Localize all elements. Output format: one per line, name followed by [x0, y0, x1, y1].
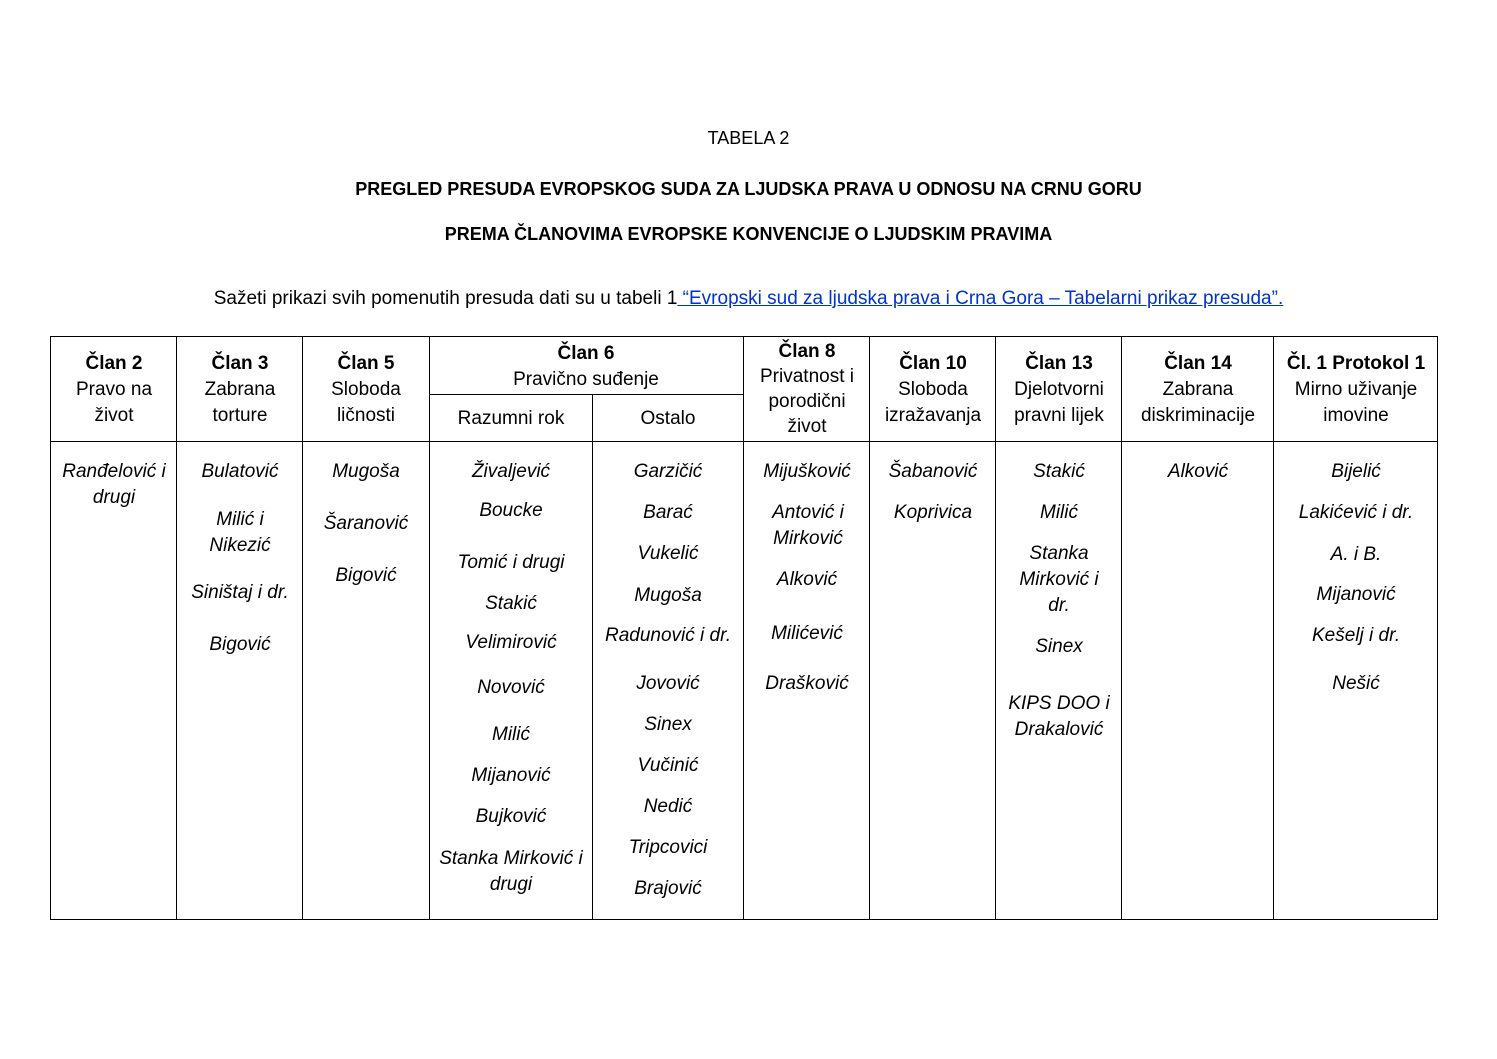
column-divider — [176, 336, 177, 920]
case-entry: Alković — [1167, 461, 1229, 482]
table-border-bottom — [50, 919, 1438, 920]
case-entry: Živaljević — [471, 461, 551, 482]
case-entry: Radunović i dr. — [604, 625, 732, 646]
column-divider — [1121, 336, 1122, 920]
column-divider — [743, 336, 744, 920]
case-entry: Stanka Mirković i dr. — [1019, 543, 1099, 616]
header-right: Zabrana torture — [204, 379, 276, 426]
case-entry: Mugoša — [332, 461, 400, 482]
case-entry: Milićević — [771, 623, 843, 644]
case-entry: Tripcovici — [628, 837, 708, 858]
header-article: Član 10 — [899, 353, 967, 374]
column-divider — [1273, 336, 1274, 920]
header-clan-6 — [432, 341, 740, 393]
header-article: Član 5 — [337, 353, 395, 374]
column-divider — [869, 336, 870, 920]
case-entry: Ranđelović i drugi — [62, 461, 166, 508]
header-article: Čl. 1 Protokol 1 — [1286, 353, 1426, 374]
header-clan-10 — [871, 351, 995, 429]
table-border-top — [50, 336, 1438, 337]
case-entry: Drašković — [765, 673, 849, 694]
header-clan-2 — [58, 351, 170, 429]
case-entry: Nedić — [643, 796, 693, 817]
header-clan-13 — [999, 351, 1119, 429]
case-entry: Milić — [1040, 502, 1078, 523]
case-entry: Jovović — [636, 673, 700, 694]
case-entry: Šabanović — [888, 461, 978, 482]
case-entry: Vučinić — [637, 755, 699, 776]
case-entry: Novović — [477, 677, 545, 698]
case-entry: Bijelić — [1331, 461, 1381, 482]
header-article: Član 14 — [1164, 353, 1232, 374]
subheader-razumni-rok: Razumni rok — [457, 408, 565, 429]
table-1-link[interactable]: “Evropski sud za ljudska prava i Crna Gora – Tabelarni prikaz presuda”. — [677, 288, 1284, 309]
case-entry: Lakićević i dr. — [1298, 502, 1414, 523]
case-entry: Mijanović — [471, 765, 551, 786]
table-border-left — [50, 336, 51, 920]
case-entry: Sinex — [1035, 636, 1083, 657]
case-entry: Vukelić — [637, 543, 699, 564]
header-article: Član 3 — [211, 353, 269, 374]
header-right: Sloboda izražavanja — [884, 379, 982, 426]
header-right: Mirno uživanje imovine — [1294, 379, 1418, 426]
header-clan-3 — [184, 351, 296, 429]
header-clan-14 — [1124, 351, 1272, 429]
table-header-divider — [50, 441, 1438, 442]
header-article: Član 2 — [85, 353, 143, 374]
table-subheader-divider — [429, 394, 743, 395]
case-entry: Nešić — [1332, 673, 1380, 694]
case-entry: Mijušković — [763, 461, 851, 482]
table-label: TABELA 2 — [707, 128, 790, 148]
case-entry: Stakić — [485, 593, 537, 614]
case-entry: Sinex — [644, 714, 692, 735]
case-entry: Bigović — [209, 634, 271, 655]
header-article: Član 8 — [778, 341, 836, 362]
header-right: Djelotvorni pravni lijek — [1014, 379, 1104, 426]
case-entry: Stakić — [1033, 461, 1085, 482]
case-entry: Milić — [492, 724, 530, 745]
case-entry: Brajović — [634, 878, 702, 899]
column-divider — [995, 336, 996, 920]
case-entry: Mugoša — [634, 585, 702, 606]
subheader-ostalo: Ostalo — [640, 408, 696, 429]
case-entry: Tomić i drugi — [457, 552, 565, 573]
case-entry: KIPS DOO i Drakalović — [1008, 693, 1110, 740]
case-entry: Alković — [776, 569, 838, 590]
document-title-line-2: PREMA ČLANOVIMA EVROPSKE KONVENCIJE O LJUDSKIM PRAVIMA — [444, 224, 1053, 244]
header-protokol-1 — [1276, 351, 1436, 429]
header-article: Član 13 — [1025, 353, 1093, 374]
case-entry: Siništaj i dr. — [191, 582, 289, 603]
table-border-right — [1437, 336, 1438, 920]
case-entry: Bigović — [335, 565, 397, 586]
case-entry: Barać — [643, 502, 693, 523]
case-entry: Koprivica — [893, 502, 973, 523]
header-right: Privatnost i porodični život — [760, 366, 854, 437]
case-entry: Bulatović — [201, 461, 279, 482]
header-article: Član 6 — [557, 343, 615, 364]
case-entry: Šaranović — [323, 513, 409, 534]
case-entry: Garzičić — [633, 461, 703, 482]
header-clan-5 — [310, 351, 422, 429]
case-entry: Milić i Nikezić — [209, 509, 271, 556]
header-right: Zabrana diskriminacije — [1140, 379, 1256, 426]
case-entry: Bujković — [475, 806, 547, 827]
case-entry: A. i B. — [1330, 544, 1382, 565]
case-entry: Boucke — [479, 500, 543, 521]
case-entry: Velimirović — [465, 632, 557, 653]
intro-text: Sažeti prikazi svih pomenutih presuda dati su u tabeli 1 — [213, 288, 678, 309]
case-entry: Antović i Mirković — [772, 502, 844, 549]
case-entry: Stanka Mirković i drugi — [439, 848, 583, 895]
case-entry: Mijanović — [1316, 584, 1396, 605]
header-right: Pravično suđenje — [513, 369, 659, 390]
header-clan-8 — [749, 339, 865, 439]
column-divider — [302, 336, 303, 920]
document-title-line-1: PREGLED PRESUDA EVROPSKOG SUDA ZA LJUDSKA PRAVA U ODNOSU NA CRNU GORU — [355, 179, 1142, 199]
header-right: Pravo na život — [75, 379, 153, 426]
case-entry: Kešelj i dr. — [1312, 625, 1400, 646]
header-right: Sloboda ličnosti — [331, 379, 401, 426]
intro-paragraph — [0, 288, 1497, 310]
